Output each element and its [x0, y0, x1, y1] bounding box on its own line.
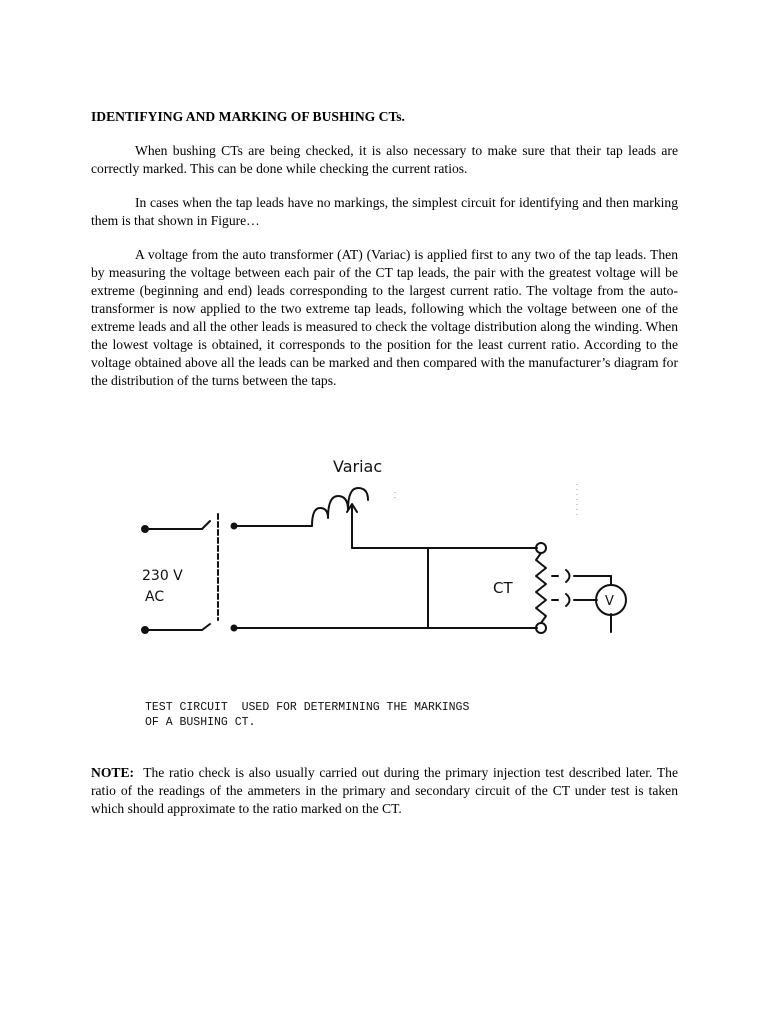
ct-winding [536, 553, 546, 623]
test-circuit-figure [112, 448, 652, 740]
paragraph-1: When bushing CTs are being checked, it is also necessary to make sure that their tap leads are correctly marked. This can be done while checking the current ratios. [91, 143, 678, 176]
paragraph-2: In cases when the tap leads have no markings, the simplest circuit for identifying and then marking them is that shown in Figure… [91, 195, 678, 228]
switch-blade-bottom [202, 624, 210, 630]
supply-voltage-label: 230 V [142, 568, 183, 584]
paragraph-3: A voltage from the auto transformer (AT) (Variac) is applied first to any two of the tap leads. Then by measuring the voltage between each pair of the CT tap leads, the pair with the greatest voltage will be extreme (beginning and end) leads corresponding to the largest current ratio. The voltage from the auto-transformer is now applied to the two extreme tap leads, following which the voltage between one of the extreme leads and all the other leads is measured to check the voltage distribution along the winding. When the lowest voltage is obtained, it corresponds to the position for the least current ratio. According to the voltage obtained above all the leads can be marked and then compared with the manufacturer’s diagram for the distribution of the turns between the taps. [91, 247, 678, 388]
figure-caption-line-1: TEST CIRCUIT USED FOR DETERMINING THE MARKINGS [145, 701, 470, 714]
note-text: The ratio check is also usually carried out during the primary injection test described later. The ratio of the readings of the ammeters in the primary and secondary circuit of the CT under test is taken which should approximate to the ratio marked on the CT. [91, 765, 678, 816]
section-heading: IDENTIFYING AND MARKING OF BUSHING CTs. [91, 109, 405, 124]
supply-type-label: AC [145, 589, 165, 605]
tap-clip-1 [566, 570, 570, 582]
tap-clip-2 [566, 594, 570, 606]
note-label: NOTE: [91, 765, 135, 780]
variac-label: Variac [333, 457, 383, 476]
ct-label: CT [493, 579, 513, 597]
circuit-diagram [112, 448, 652, 740]
note-paragraph [91, 764, 678, 818]
figure-caption-line-2: OF A BUSHING CT. [145, 716, 256, 729]
variac-coil [312, 488, 368, 526]
switch-blade-top [202, 521, 210, 529]
voltmeter-label: V [605, 594, 614, 609]
